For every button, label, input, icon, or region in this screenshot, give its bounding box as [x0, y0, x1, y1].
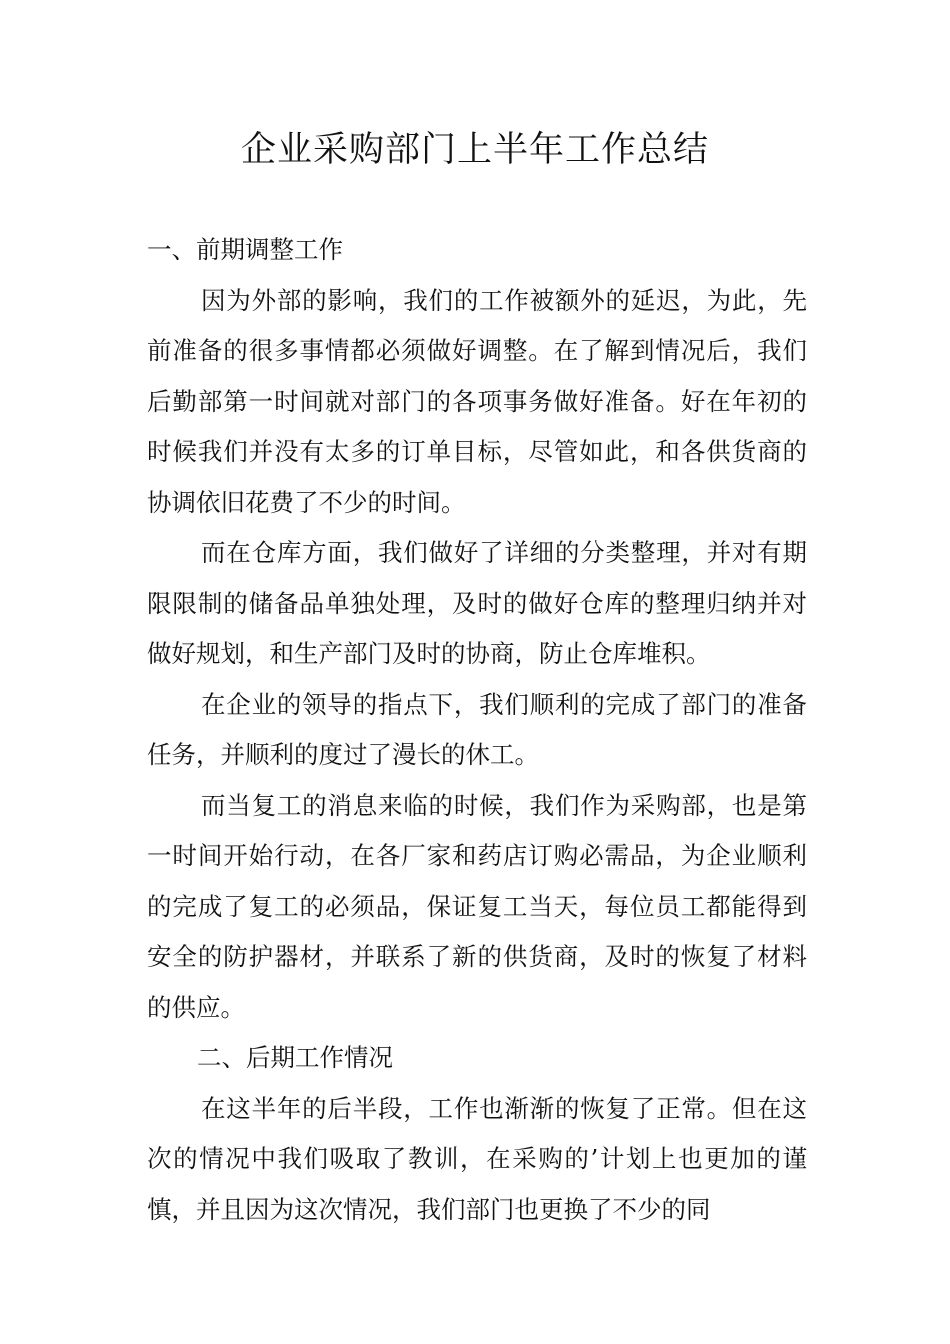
paragraph: 在这半年的后半段，工作也渐渐的恢复了正常。但在这次的情况中我们吸取了教训，在采购的’计划上也更加的谨慎，并且因为这次情况，我们部门也更换了不少的同: [147, 1093, 807, 1224]
paragraph: 在企业的领导的指点下，我们顺利的完成了部门的准备任务，并顺利的度过了漫长的休工。: [147, 689, 807, 769]
document-body: [147, 225, 807, 1235]
paragraph: 而当复工的消息来临的时候，我们作为采购部，也是第一时间开始行动，在各厂家和药店订购必需品，为企业顺利的完成了复工的必须品，保证复工当天，每位员工都能得到安全的防护器材，并联系了新的供货商，及时的恢复了材料的供应。: [147, 790, 807, 1022]
paragraph: 而在仓库方面，我们做好了详细的分类整理，并对有期限限制的储备品单独处理，及时的做好仓库的整理归纳并对做好规划，和生产部门及时的协商，防止仓库堆积。: [147, 538, 807, 668]
document-title: 企业采购部门上半年工作总结: [240, 130, 709, 170]
section-heading: 一、前期调整工作: [147, 235, 343, 264]
paragraph: 因为外部的影响，我们的工作被额外的延迟，为此，先前准备的很多事情都必须做好调整。在了解到情况后，我们后勤部第一时间就对部门的各项事务做好准备。好在年初的时候我们并没有太多的订单目标，尽管如此，和各供货商的协调依旧花费了不少的时间。: [147, 285, 807, 517]
section-heading: 二、后期工作情况: [197, 1043, 393, 1072]
